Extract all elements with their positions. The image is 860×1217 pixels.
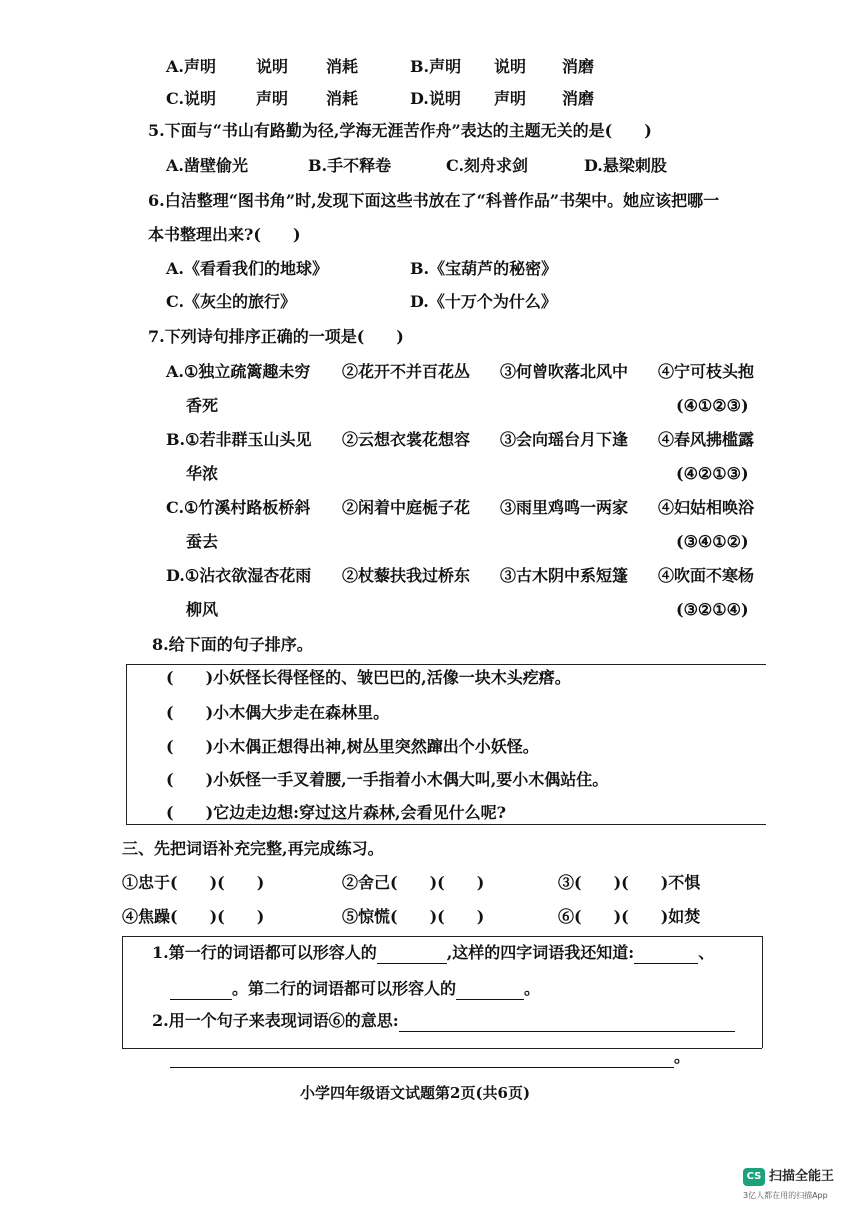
ex2-text: 2.用一个句子来表现词语⑥的意思: [152,1011,399,1030]
page-footer: 小学四年级语文试题第2页(共6页) [300,1084,531,1102]
section3-title: 三、先把词语补充完整,再完成练习。 [122,839,384,858]
q7-a-part1: A.①独立疏篱趣未穷 [166,362,311,381]
q8-sentence-3: ( )小木偶正想得出神,树丛里突然蹿出个小妖怪。 [166,737,539,756]
sec3-box-right-rule [762,936,763,1048]
q7-c-cont: 蚕去 [186,532,219,551]
q4-a-label: A.声明 [166,57,216,76]
q8-sentence-2: ( )小木偶大步走在森林里。 [166,703,390,722]
q5-stem: 5.下面与“书山有路勤为径,学海无涯苦作舟”表达的主题无关的是( ) [148,121,652,140]
q8-box-bottom-rule [126,824,766,825]
word-item-4: ④焦躁( )( ) [122,907,265,926]
q7-a-part4: ④宁可枝头抱 [658,362,755,381]
q7-a-part3: ③何曾吹落北风中 [500,362,629,381]
sec3-exercise-1-line1: 1.第一行的词语都可以形容人的 ,这样的四字词语我还知道: 、 [152,943,715,962]
q4-d-label: D.说明 [410,89,461,108]
word-item-2: ②舍己( )( ) [342,873,485,892]
q4-b-label: B.声明 [410,57,462,76]
q7-c-order: (③④①②) [676,532,749,551]
q4-a-w3: 消耗 [326,57,359,76]
q6-option-d: D.《十万个为什么》 [410,292,557,311]
q7-a-order: (④①②③) [676,396,749,415]
q7-b-part3: ③会向瑶台月下逢 [500,430,629,449]
ex1-blank-1[interactable] [377,945,447,964]
q5-option-b: B.手不释卷 [308,156,392,175]
ex2-blank-2[interactable] [170,1049,674,1068]
q4-c-label: C.说明 [166,89,217,108]
word-item-1: ①忠于( )( ) [122,873,265,892]
q4-d-w3: 消磨 [562,89,595,108]
sec3-box-left-rule [122,936,123,1048]
q4-a-w2: 说明 [256,57,289,76]
q7-c-part4: ④妇姑相唤浴 [658,498,755,517]
q5-option-c: C.刻舟求剑 [446,156,529,175]
q8-stem: 8.给下面的句子排序。 [152,635,313,654]
q8-box-left-rule [126,664,127,824]
q6-option-a: A.《看看我们的地球》 [166,259,328,278]
q7-c-part2: ②闲着中庭栀子花 [342,498,471,517]
word-item-6: ⑥( )( )如焚 [558,907,701,926]
word-item-5: ⑤惊慌( )( ) [342,907,485,926]
q5-option-a: A.凿壁偷光 [166,156,248,175]
ex2-blank-1[interactable] [399,1013,735,1032]
q7-b-part1: B.①若非群玉山头见 [166,430,312,449]
cs-logo-icon: CS [743,1168,765,1186]
q7-d-part1: D.①沾衣欲湿杏花雨 [166,566,312,585]
q4-d-w2: 声明 [494,89,527,108]
q7-b-part2: ②云想衣裳花想容 [342,430,471,449]
ex1-text-b: ,这样的四字词语我还知道: [446,943,635,962]
q4-c-w3: 消耗 [326,89,359,108]
q8-sentence-4: ( )小妖怪一手叉着腰,一手指着小木偶大叫,要小木偶站住。 [166,770,609,789]
sec3-exercise-2 [152,1010,735,1032]
ex1-text-c: 。第二行的词语都可以形容人的 [232,979,457,998]
q7-stem: 7.下列诗句排序正确的一项是( ) [148,327,404,346]
sec3-box-top-rule [122,936,762,937]
q7-d-cont: 柳风 [186,600,219,619]
q7-d-part2: ②杖藜扶我过桥东 [342,566,471,585]
q6-stem-line1: 6.白洁整理“图书角”时,发现下面这些书放在了“科普作品”书架中。她应该把哪一 [148,191,720,210]
q8-sentence-5: ( )它边走边想:穿过这片森林,会看见什么呢? [166,803,506,822]
q7-b-part4: ④春风拂槛露 [658,430,755,449]
q7-b-order: (④②①③) [676,464,749,483]
word-item-3: ③( )( )不惧 [558,873,701,892]
q7-d-part3: ③古木阴中系短篷 [500,566,629,585]
brand-name: 扫描全能王 [769,1169,835,1184]
q7-a-part2: ②花开不并百花丛 [342,362,471,381]
sec3-exercise-1-line2: 。第二行的词语都可以形容人的 。 [170,978,540,1000]
q4-b-w3: 消磨 [562,57,595,76]
brand-tagline: 3亿人都在用的扫描App [743,1191,828,1200]
sec3-exercise-2-line2: 。 [170,1046,690,1068]
ex1-blank-4[interactable] [456,981,524,1000]
q7-d-part4: ④吹面不寒杨 [658,566,755,585]
q6-stem-line2: 本书整理出来?( ) [148,225,301,244]
ex1-text-a: 1.第一行的词语都可以形容人的 [152,943,377,962]
q8-sentence-1: ( )小妖怪长得怪怪的、皱巴巴的,活像一块木头疙瘩。 [166,668,571,687]
q7-d-order: (③②①④) [676,600,749,619]
q7-a-cont: 香死 [186,396,219,415]
q7-b-cont: 华浓 [186,464,219,483]
ex1-blank-3[interactable] [170,981,232,1000]
q5-option-d: D.悬梁刺股 [584,156,667,175]
q6-option-b: B.《宝葫芦的秘密》 [410,259,558,278]
q6-option-c: C.《灰尘的旅行》 [166,292,297,311]
q4-c-w2: 声明 [256,89,289,108]
q8-box-top-rule [126,664,766,665]
q7-c-part1: C.①竹溪村路板桥斜 [166,498,311,517]
q7-c-part3: ③雨里鸡鸣一两家 [500,498,629,517]
ex1-blank-2[interactable] [634,945,698,964]
q4-b-w2: 说明 [494,57,527,76]
